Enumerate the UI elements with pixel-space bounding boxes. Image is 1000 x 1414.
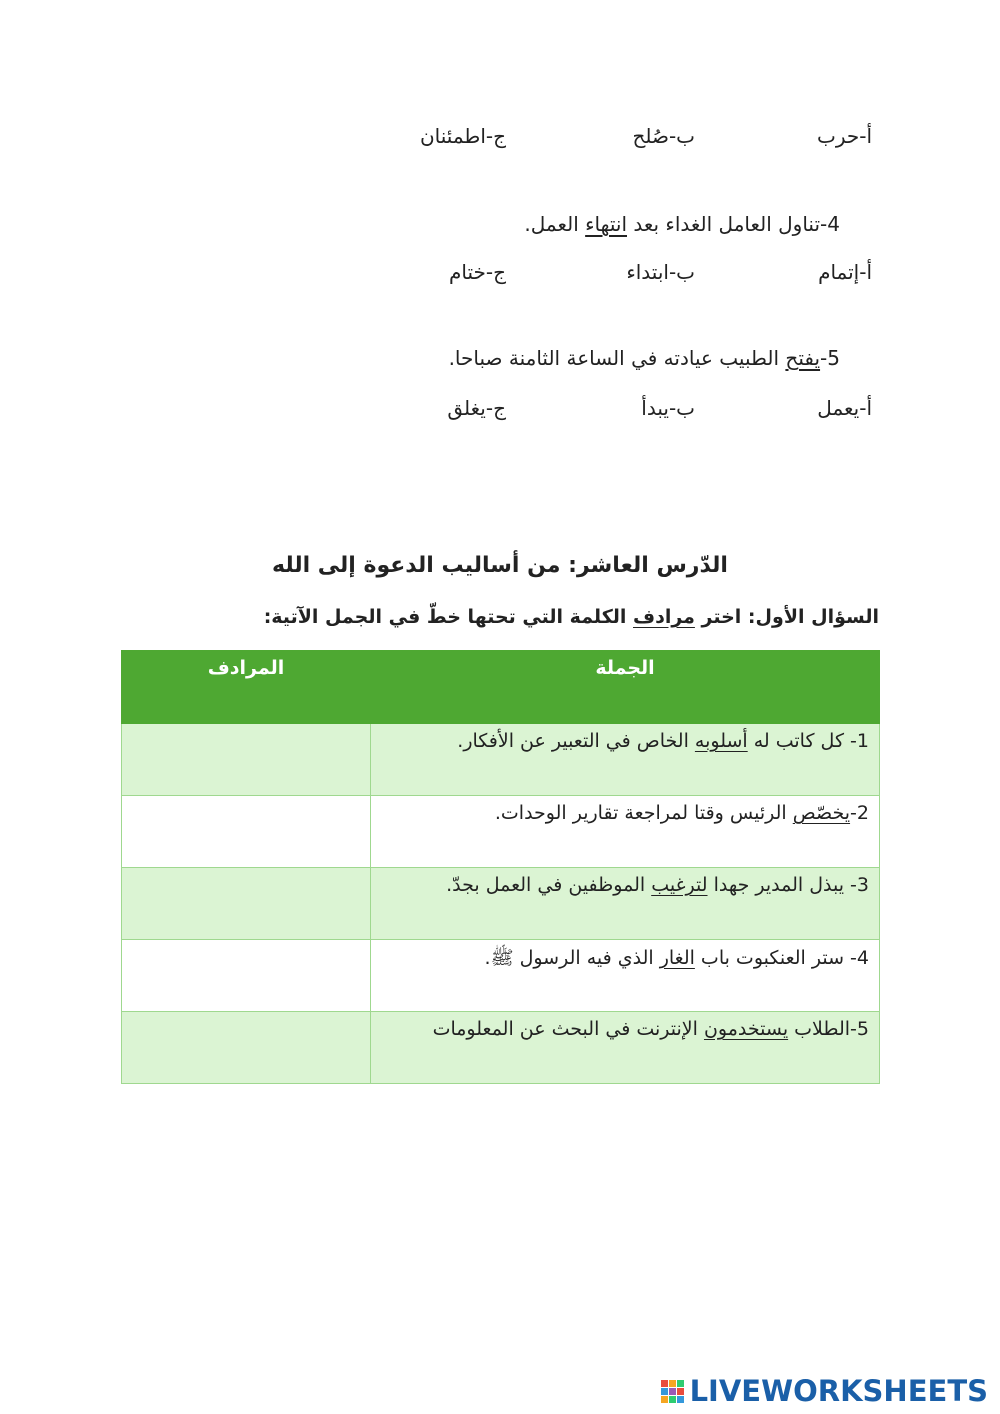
sentence-cell-4 xyxy=(371,940,880,1012)
sentence-1-prefix: 1- كل كاتب له xyxy=(747,730,869,752)
sentence-cell-3 xyxy=(371,868,880,940)
q5-option-a[interactable]: أ-يعمل xyxy=(817,396,872,420)
sentence-3-underlined-word: لترغيب xyxy=(651,874,708,896)
question-1-suffix: الكلمة التي تحتها خطّ في الجمل الآتية: xyxy=(263,606,633,628)
column-header-synonym: المرادف xyxy=(122,651,371,724)
synonym-answer-input-1[interactable] xyxy=(122,724,371,796)
sentence-1-suffix: الخاص في التعبير عن الأفكار. xyxy=(457,730,695,752)
table-row xyxy=(122,796,880,868)
sentence-cell-2 xyxy=(371,796,880,868)
q3-option-b[interactable]: ب-صُلح xyxy=(632,124,695,148)
q5-option-b[interactable]: ب-يبدأ xyxy=(641,396,695,420)
table-row xyxy=(122,1012,880,1084)
sentence-4-underlined-word: الغار xyxy=(659,947,695,969)
q3-option-c[interactable]: ج-اطمئنان xyxy=(419,124,506,148)
q3-option-a[interactable]: أ-حرب xyxy=(817,124,872,148)
table-header-row xyxy=(122,651,880,724)
q5-prefix: 5- xyxy=(820,346,840,370)
sentence-4-prefix: 4- ستر العنكبوت باب xyxy=(694,947,869,969)
sentence-5-suffix: الإنترنت في البحث عن المعلومات xyxy=(432,1018,704,1040)
synonym-answer-input-3[interactable] xyxy=(122,868,371,940)
liveworksheets-brand[interactable] xyxy=(661,1374,988,1408)
liveworksheets-logo-icon xyxy=(661,1380,684,1403)
sentence-1-underlined-word: أسلوبه xyxy=(694,730,748,752)
synonym-answer-input-4[interactable] xyxy=(122,940,371,1012)
synonyms-table xyxy=(121,650,880,1084)
sentence-3-prefix: 3- يبذل المدير جهدا xyxy=(707,874,869,896)
q4-sentence xyxy=(524,212,840,236)
q5-underlined-word: يفتح xyxy=(785,346,821,370)
sentence-2-suffix: الرئيس وقتا لمراجعة تقارير الوحدات. xyxy=(494,802,793,824)
q4-option-b[interactable]: ب-ابتداء xyxy=(626,260,695,284)
q4-underlined-word: انتهاء xyxy=(585,212,627,236)
sentence-5-underlined-word: يستخدمون xyxy=(703,1018,789,1040)
sentence-cell-5 xyxy=(371,1012,880,1084)
q5-suffix: الطبيب عيادته في الساعة الثامنة صباحا. xyxy=(448,346,786,370)
sentence-5-prefix: 5-الطلاب xyxy=(788,1018,869,1040)
q4-option-c[interactable]: ج-ختام xyxy=(448,260,506,284)
synonym-answer-input-2[interactable] xyxy=(122,796,371,868)
liveworksheets-brand-name: LIVEWORKSHEETS xyxy=(689,1374,988,1408)
sentence-cell-1 xyxy=(371,724,880,796)
question-1-heading xyxy=(264,606,879,628)
question-1-prefix: السؤال الأول: اختر xyxy=(694,606,879,628)
table-row xyxy=(122,724,880,796)
q4-option-a[interactable]: أ-إتمام xyxy=(818,260,872,284)
table-row xyxy=(122,940,880,1012)
lesson-title: الدّرس العاشر: من أساليب الدعوة إلى الله xyxy=(272,553,728,578)
q4-suffix: العمل. xyxy=(524,212,586,236)
synonym-answer-input-5[interactable] xyxy=(122,1012,371,1084)
sentence-3-suffix: الموظفين في العمل بجدّ. xyxy=(446,874,652,896)
sentence-2-underlined-word: يخصّص xyxy=(792,802,851,824)
table-row xyxy=(122,868,880,940)
q5-sentence xyxy=(449,346,840,370)
q4-prefix: 4-تناول العامل الغداء بعد xyxy=(627,212,840,236)
sentence-2-prefix: 2- xyxy=(850,802,869,824)
column-header-sentence: الجملة xyxy=(371,651,880,724)
question-1-underlined-word: مرادف xyxy=(633,606,695,628)
sentence-4-suffix: الذي فيه الرسول ﷺ. xyxy=(484,947,660,969)
q5-option-c[interactable]: ج-يغلق xyxy=(447,396,506,420)
